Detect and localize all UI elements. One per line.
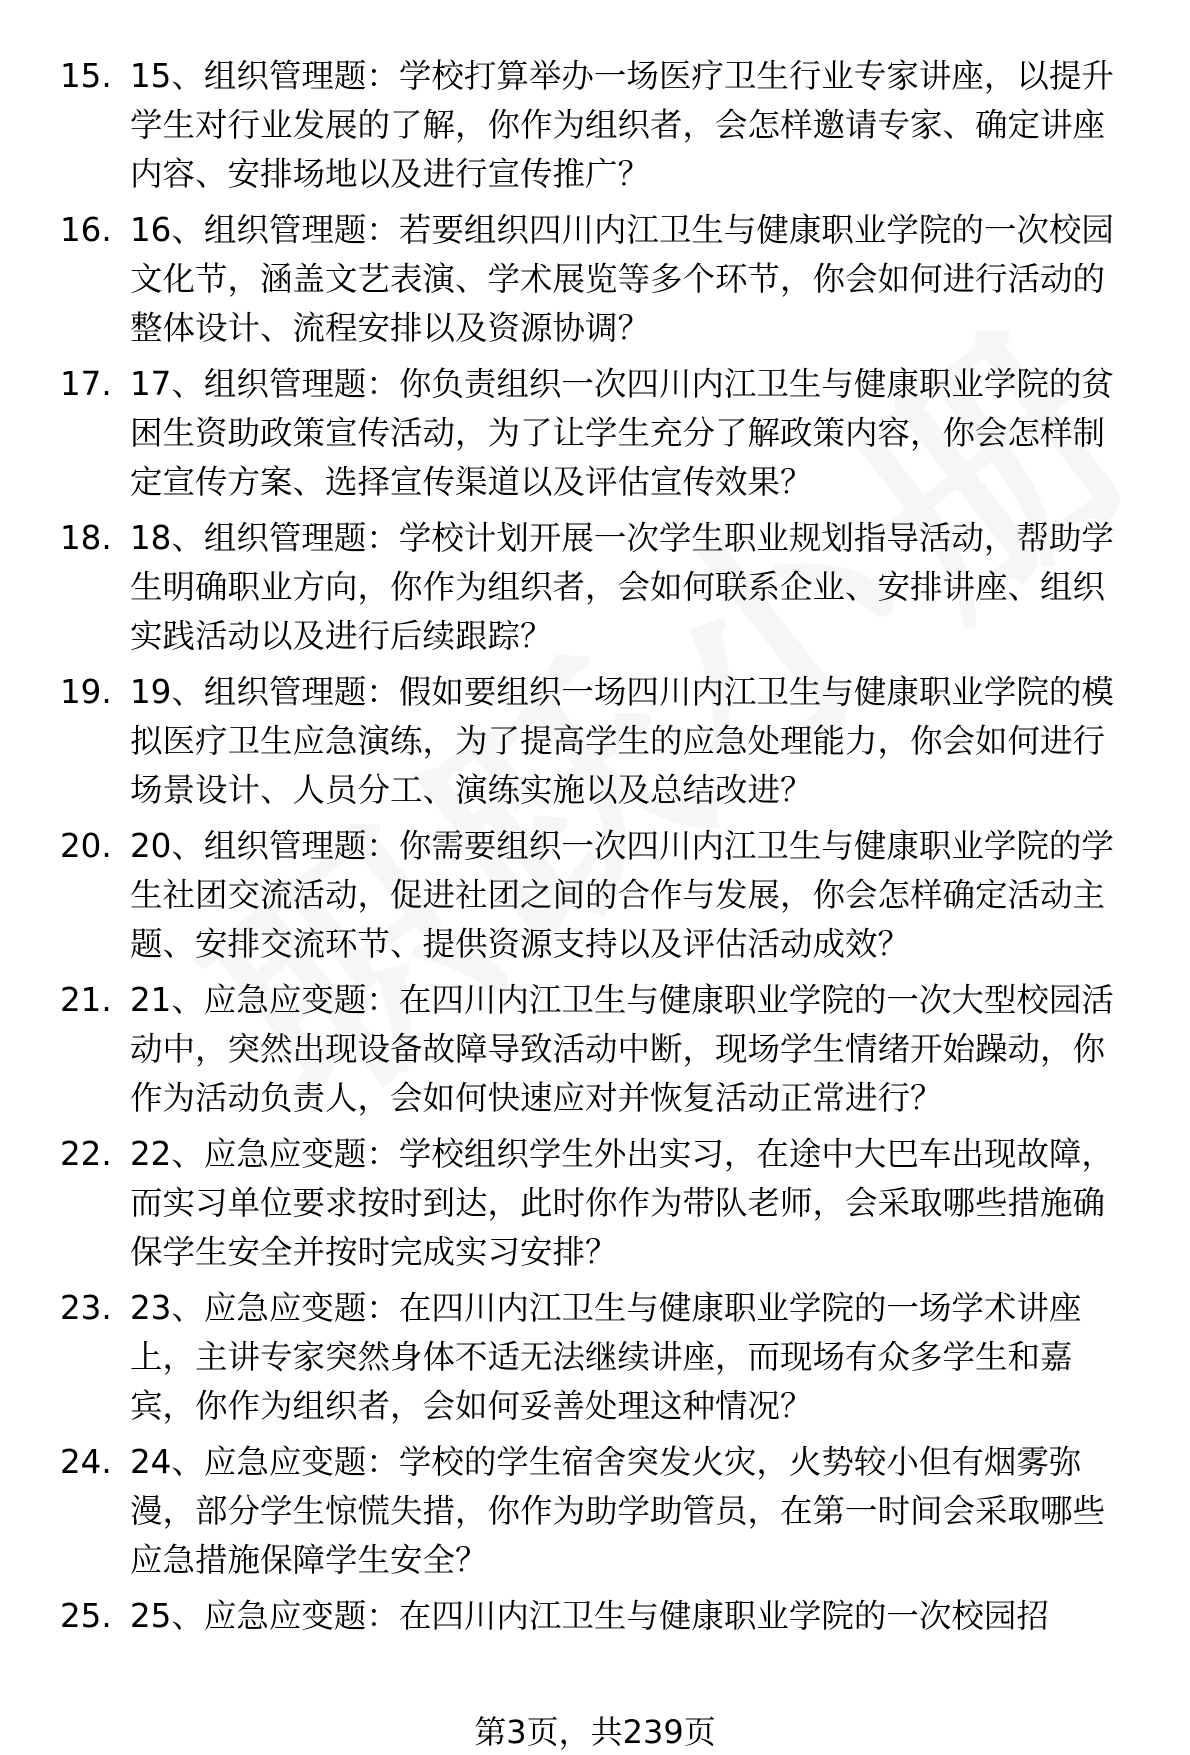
item-text: 24、应急应变题：学校的学生宿舍突发火灾，火势较小但有烟雾弥漫，部分学生惊慌失措，你作为助学助管员，在第一时间会采取哪些应急措施保障学生安全？ — [130, 1443, 1106, 1579]
item-number: 15. — [60, 57, 112, 95]
item-number: 25. — [60, 1597, 112, 1635]
item-text: 20、组织管理题：你需要组织一次四川内江卫生与健康职业学院的学生社团交流活动，促进社团之间的合作与发展，你会怎样确定活动主题、安排交流环节、提供资源支持以及评估活动成效？ — [130, 827, 1114, 963]
item-number: 16. — [60, 211, 112, 249]
item-number: 20. — [60, 827, 112, 865]
list-item — [60, 976, 1160, 1123]
list-item — [60, 52, 1160, 199]
question-list — [60, 52, 1160, 1648]
item-text: 19、组织管理题：假如要组织一场四川内江卫生与健康职业学院的模拟医疗卫生应急演练，为了提高学生的应急处理能力，你会如何进行场景设计、人员分工、演练实施以及总结改进？ — [130, 673, 1114, 809]
item-text: 25、应急应变题：在四川内江卫生与健康职业学院的一次校园招 — [130, 1597, 1049, 1635]
item-text: 22、应急应变题：学校组织学生外出实习，在途中大巴车出现故障，而实习单位要求按时到达，此时你作为带队老师，会采取哪些措施确保学生安全并按时完成实习安排？ — [130, 1135, 1114, 1271]
item-number: 24. — [60, 1443, 112, 1481]
item-text: 17、组织管理题：你负责组织一次四川内江卫生与健康职业学院的贫困生资助政策宣传活动，为了让学生充分了解政策内容，你会怎样制定宣传方案、选择宣传渠道以及评估宣传效果？ — [130, 365, 1114, 501]
item-number: 23. — [60, 1289, 112, 1327]
list-item — [60, 668, 1160, 815]
list-item — [60, 360, 1160, 507]
item-number: 22. — [60, 1135, 112, 1173]
list-item — [60, 1130, 1160, 1277]
item-number: 17. — [60, 365, 112, 403]
list-item — [60, 514, 1160, 661]
item-number: 19. — [60, 673, 112, 711]
item-text: 21、应急应变题：在四川内江卫生与健康职业学院的一次大型校园活动中，突然出现设备故障导致活动中断，现场学生情绪开始躁动，你作为活动负责人，会如何快速应对并恢复活动正常进行？ — [130, 981, 1114, 1117]
list-item — [60, 206, 1160, 353]
page-footer: 第3页，共239页 — [474, 1713, 716, 1751]
item-text: 16、组织管理题：若要组织四川内江卫生与健康职业学院的一次校园文化节，涵盖文艺表演、学术展览等多个环节，你会如何进行活动的整体设计、流程安排以及资源协调？ — [130, 211, 1114, 347]
list-item — [60, 1284, 1160, 1431]
list-item — [60, 822, 1160, 969]
item-text: 23、应急应变题：在四川内江卫生与健康职业学院的一场学术讲座上，主讲专家突然身体不适无法继续讲座，而现场有众多学生和嘉宾，你作为组织者，会如何妥善处理这种情况？ — [130, 1289, 1082, 1425]
item-number: 18. — [60, 519, 112, 557]
item-text: 18、组织管理题：学校计划开展一次学生职业规划指导活动，帮助学生明确职业方向，你作为组织者，会如何联系企业、安排讲座、组织实践活动以及进行后续跟踪？ — [130, 519, 1114, 655]
list-item — [60, 1592, 1160, 1641]
item-text: 15、组织管理题：学校打算举办一场医疗卫生行业专家讲座，以提升学生对行业发展的了解，你作为组织者，会怎样邀请专家、确定讲座内容、安排场地以及进行宣传推广？ — [130, 57, 1114, 193]
item-number: 21. — [60, 981, 112, 1019]
list-item — [60, 1438, 1160, 1585]
